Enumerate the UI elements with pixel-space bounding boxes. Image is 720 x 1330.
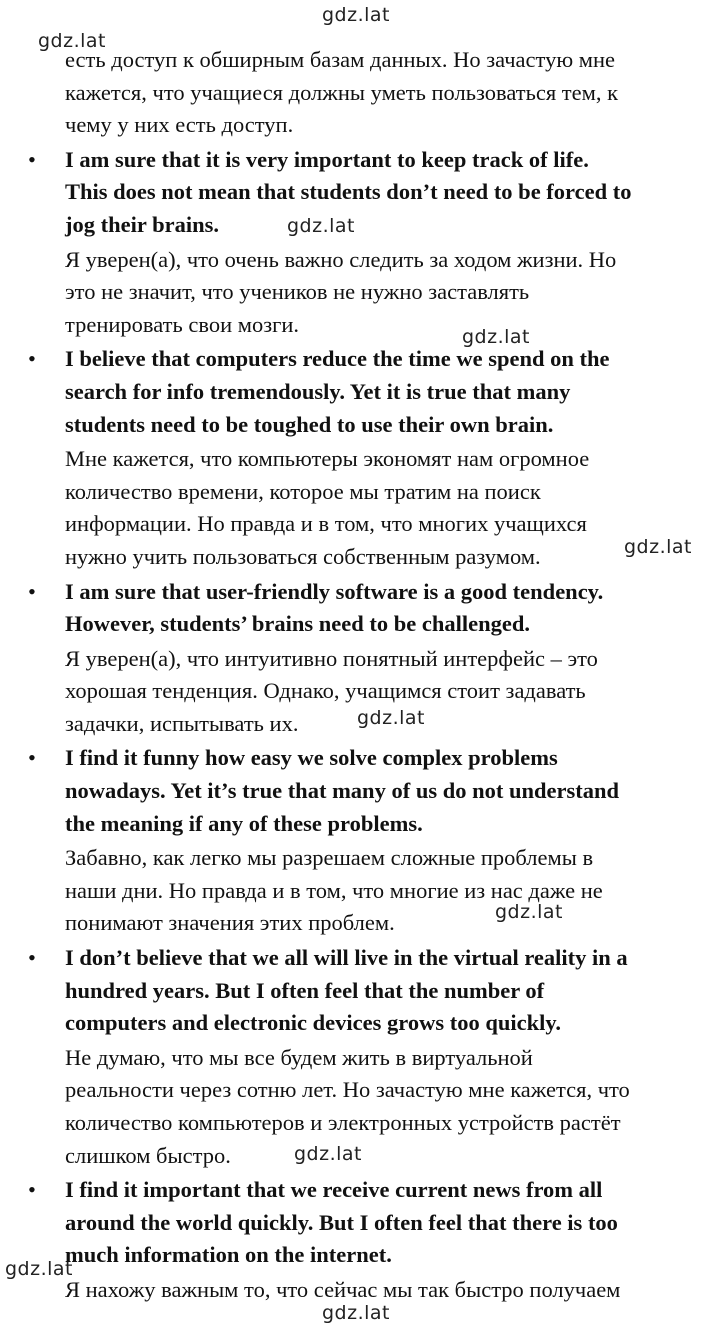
watermark: gdz.lat <box>322 4 391 26</box>
english-sentence <box>65 343 720 441</box>
english-line: students need to be toughed to use their own brain. <box>65 411 554 437</box>
russian-line: информации. Но правда и в том, что многих учащихся <box>65 511 587 537</box>
russian-translation <box>65 643 720 741</box>
english-sentence <box>65 144 720 242</box>
bullet-icon: • <box>28 346 36 372</box>
intro-line: чему у них есть доступ. <box>65 112 294 138</box>
english-line: I am sure that it is very important to keep track of life. <box>65 146 589 172</box>
english-line: around the world quickly. But I often feel that there is too <box>65 1209 618 1235</box>
russian-line: Мне кажется, что компьютеры экономят нам огромное <box>65 446 590 472</box>
watermark: gdz.lat <box>322 1302 391 1324</box>
watermark: gdz.lat <box>294 1143 363 1165</box>
english-line: nowadays. Yet it’s true that many of us do not understand <box>65 778 620 804</box>
bullet-icon: • <box>28 1177 36 1203</box>
english-line: computers and electronic devices grows too quickly. <box>65 1010 562 1036</box>
list-item <box>0 144 720 342</box>
intro-paragraph <box>0 44 720 142</box>
english-line: jog their brains. <box>65 211 219 237</box>
russian-translation <box>65 1042 720 1172</box>
intro-line: кажется, что учащиеся должны уметь пользоваться тем, к <box>65 79 619 105</box>
english-line: search for info tremendously. Yet it is true that many <box>65 378 571 404</box>
russian-translation <box>65 1274 720 1307</box>
russian-line: количество времени, которое мы тратим на поиск <box>65 478 541 504</box>
russian-line: наши дни. Но правда и в том, что многие из нас даже не <box>65 877 603 903</box>
watermark: gdz.lat <box>5 1258 74 1280</box>
russian-line: реальности через сотню лет. Но зачастую мне кажется, что <box>65 1077 630 1103</box>
russian-line: тренировать свои мозги. <box>65 311 300 337</box>
english-sentence <box>65 742 720 840</box>
watermark: gdz.lat <box>357 707 426 729</box>
russian-line: нужно учить пользоваться собственным разумом. <box>65 543 541 569</box>
russian-line: слишком быстро. <box>65 1142 231 1168</box>
document-body <box>0 44 720 1307</box>
english-line: the meaning if any of these problems. <box>65 810 423 836</box>
english-line: much information on the internet. <box>65 1242 392 1268</box>
english-sentence <box>65 942 720 1040</box>
intro-line: есть доступ к обширным базам данных. Но зачастую мне <box>65 47 616 72</box>
russian-line: хорошая тенденция. Однако, учащимся стоит задавать <box>65 678 586 704</box>
russian-line: Я нахожу важным то, что сейчас мы так быстро получаем <box>65 1276 621 1302</box>
english-line: I am sure that user-friendly software is a good tendency. <box>65 578 604 604</box>
english-sentence <box>65 576 720 641</box>
russian-translation <box>65 244 720 342</box>
english-sentence <box>65 1174 720 1272</box>
list-item <box>0 343 720 573</box>
bullet-icon: • <box>28 945 36 971</box>
bullet-icon: • <box>28 146 36 172</box>
bullet-icon: • <box>28 578 36 604</box>
english-line: This does not mean that students don’t need to be forced to <box>65 179 632 205</box>
russian-line: Забавно, как легко мы разрешаем сложные проблемы в <box>65 845 594 871</box>
russian-translation <box>65 842 720 940</box>
russian-translation <box>65 443 720 573</box>
russian-line: Я уверен(а), что интуитивно понятный интерфейс – это <box>65 645 598 671</box>
watermark: gdz.lat <box>624 536 693 558</box>
list-item <box>0 1174 720 1306</box>
list-item <box>0 942 720 1172</box>
english-line: hundred years. But I often feel that the number of <box>65 977 545 1003</box>
list-item <box>0 576 720 741</box>
bullet-icon: • <box>28 745 36 771</box>
list-item <box>0 742 720 940</box>
watermark: gdz.lat <box>38 30 107 52</box>
watermark: gdz.lat <box>287 215 356 237</box>
russian-line: количество компьютеров и электронных устройств растёт <box>65 1110 621 1135</box>
english-line: I find it important that we receive current news from all <box>65 1177 603 1203</box>
english-line: I don’t believe that we all will live in the virtual reality in a <box>65 945 628 971</box>
watermark: gdz.lat <box>462 326 531 348</box>
english-line: I find it funny how easy we solve complex problems <box>65 745 558 771</box>
russian-line: это не значит, что учеников не нужно заставлять <box>65 279 530 305</box>
russian-line: Не думаю, что мы все будем жить в виртуальной <box>65 1044 533 1070</box>
russian-line: понимают значения этих проблем. <box>65 910 395 936</box>
watermark: gdz.lat <box>495 901 564 923</box>
english-line: However, students’ brains need to be challenged. <box>65 611 531 637</box>
english-line: I believe that computers reduce the time we spend on the <box>65 346 610 372</box>
russian-line: задачки, испытывать их. <box>65 710 299 736</box>
russian-line: Я уверен(а), что очень важно следить за ходом жизни. Но <box>65 246 617 272</box>
